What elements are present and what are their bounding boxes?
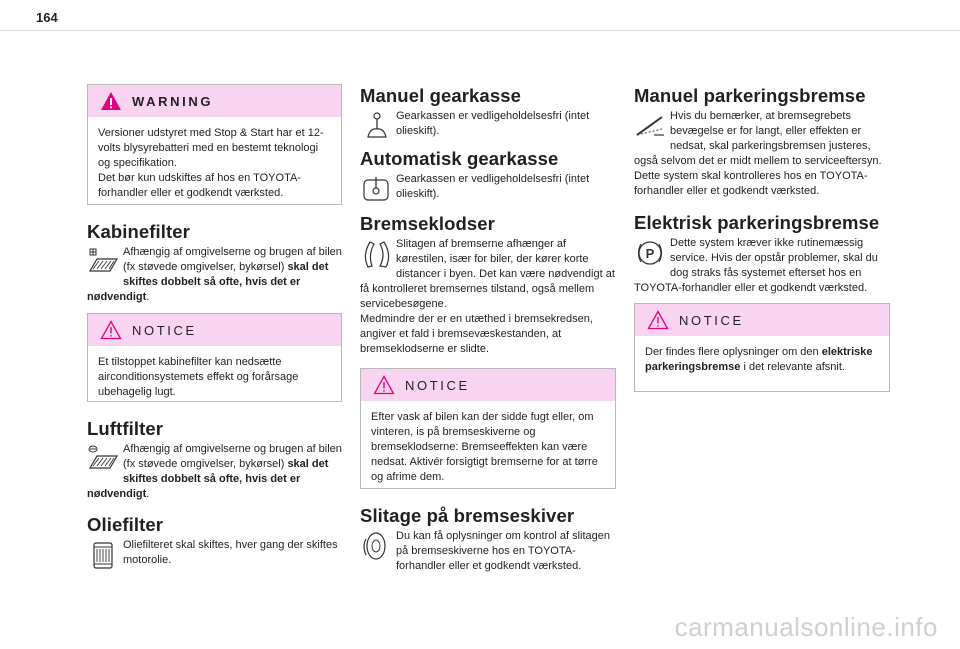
heading-kabinefilter: Kabinefilter [87,221,190,242]
notice-triangle-icon [647,310,669,330]
luftfilter-bold: skal det skiftes dobbelt så ofte, hvis det er nødvendigt [87,458,329,500]
cabin-filter-icon [87,247,119,277]
luftfilter-paragraph [87,442,342,502]
air-filter-icon [87,444,119,474]
notice-title: NOTICE [132,322,197,338]
bremseklodser-text-1: Slitagen af bremserne afhænger af kørestilen, især for biler, der kører korte distancer i byen. Det kan være nødvendigt at få kontrolleret bremsernes tilstand, også mellem servicebesøgene. [360,238,615,310]
kabinefilter-text: Afhængig af omgivelserne og brugen af bilen (fx støvede omgivelser, bykørsel) [123,246,342,273]
svg-text:P: P [645,246,655,261]
manuel-gearkasse-text: Gearkassen er vedligeholdelsesfri (intet olieskift). [396,110,590,137]
notice-body [361,401,615,493]
warning-body [88,117,341,209]
automatisk-gearkasse-paragraph [360,172,616,204]
kabinefilter-end: . [146,291,150,303]
heading-elektrisk-parkeringsbremse: Elektrisk parkeringsbremse [634,212,880,233]
heading-oliefilter: Oliefilter [87,514,164,535]
manuel-parkeringsbremse-paragraph [634,109,890,199]
luftfilter-end: . [146,488,150,500]
heading-slitage-bremseskiver: Slitage på bremseskiver [360,505,575,526]
notice-header [635,304,889,336]
heading-bremseklodser: Bremseklodser [360,213,495,234]
heading-manuel-gearkasse: Manuel gearkasse [360,85,521,106]
automatic-gearbox-icon [360,174,392,204]
heading-luftfilter: Luftfilter [87,418,164,439]
notice-title: NOTICE [405,377,470,393]
elektrisk-parkeringsbremse-text: Dette system kræver ikke rutinemæssig service. Hvis der opstår problemer, skal du dog straks fås systemet efterset hos en TOYOTA-forhandler eller et godkendt værksted. [634,237,878,294]
notice-header [88,314,341,346]
warning-text-1: Versioner udstyret med Stop & Start har et 12-volts blysyrebatteri med en bestemt teknologi og specifikation. [98,127,324,169]
heading-manuel-parkeringsbremse: Manuel parkeringsbremse [634,85,866,106]
bremseklodser-text-2: Medmindre der er en utæthed i bremsekredsen, angiver et fald i bremsevæskestanden, at bremseklodserne er slidte. [360,313,593,355]
elektrisk-parkeringsbremse-paragraph [634,236,890,296]
notice-body [635,336,889,383]
heading-automatisk-gearkasse: Automatisk gearkasse [360,148,559,169]
manuel-parkeringsbremse-text-1: Hvis du bemærker, at bremsegrebets bevægelse er for langt, eller effekten er nedsat, skal parkeringsbremsen justeres, også selvom det er midt mellem to serviceeftersyn. [634,110,882,167]
kabinefilter-paragraph [87,245,342,305]
notice-text-pre: Der findes flere oplysninger om den [645,346,822,358]
brake-pads-icon [360,239,392,269]
manuel-parkeringsbremse-text-2: Dette system skal kontrolleres hos en TOYOTA-forhandler eller et godkendt værksted. [634,170,868,197]
notice-header [361,369,615,401]
oliefilter-paragraph [87,538,342,570]
slitage-paragraph [360,529,616,574]
notice-title: NOTICE [679,312,744,328]
notice-box-bremser [360,368,616,489]
oliefilter-text: Oliefilteret skal skiftes, hver gang der skiftes motorolie. [123,539,338,566]
luftfilter-text: Afhængig af omgivelserne og brugen af bilen (fx støvede omgivelser, bykørsel) [123,443,342,470]
brake-disc-icon [360,531,392,561]
oil-filter-icon [87,540,119,570]
notice-text-post: i det relevante afsnit. [740,361,845,373]
warning-box [87,84,342,205]
slitage-text: Du kan få oplysninger om kontrol af slitagen på bremseskiverne hos en TOYOTA-forhandler eller et godkendt værksted. [396,530,611,572]
page-number: 164 [36,10,58,25]
watermark: carmanualsonline.info [674,612,938,642]
automatisk-gearkasse-text: Gearkassen er vedligeholdelsesfri (intet olieskift). [396,173,590,200]
bremseklodser-paragraph [360,237,616,357]
warning-title: WARNING [132,93,214,109]
warning-header [88,85,341,117]
notice-text: Et tilstoppet kabinefilter kan nedsætte airconditionsystemets effekt og forårsage ubehagelig lugt. [98,356,299,398]
manuel-gearkasse-paragraph [360,109,616,141]
top-divider [0,30,960,31]
warning-triangle-icon [100,91,122,111]
parking-brake-lever-icon [634,111,666,141]
notice-triangle-icon [373,375,395,395]
notice-triangle-icon [100,320,122,340]
notice-box-parkeringsbremse [634,303,890,392]
electric-parking-brake-icon [634,238,666,268]
notice-text-bold: elektriske parkeringsbremse [645,346,873,373]
kabinefilter-bold: skal det skiftes dobbelt så ofte, hvis det er nødvendigt [87,261,329,303]
notice-body [88,346,341,408]
notice-text: Efter vask af bilen kan der sidde fugt eller, om vinteren, is på bremseskiverne og bremseklodserne: Bremseeffekten kan være nedsat. Aktivér forsigtigt bremserne for at tørre og afrime dem. [371,411,598,483]
notice-box-kabinefilter [87,313,342,402]
manual-gearbox-icon [360,111,392,141]
warning-text-2: Det bør kun udskiftes af hos en TOYOTA-forhandler eller et godkendt værksted. [98,172,301,199]
